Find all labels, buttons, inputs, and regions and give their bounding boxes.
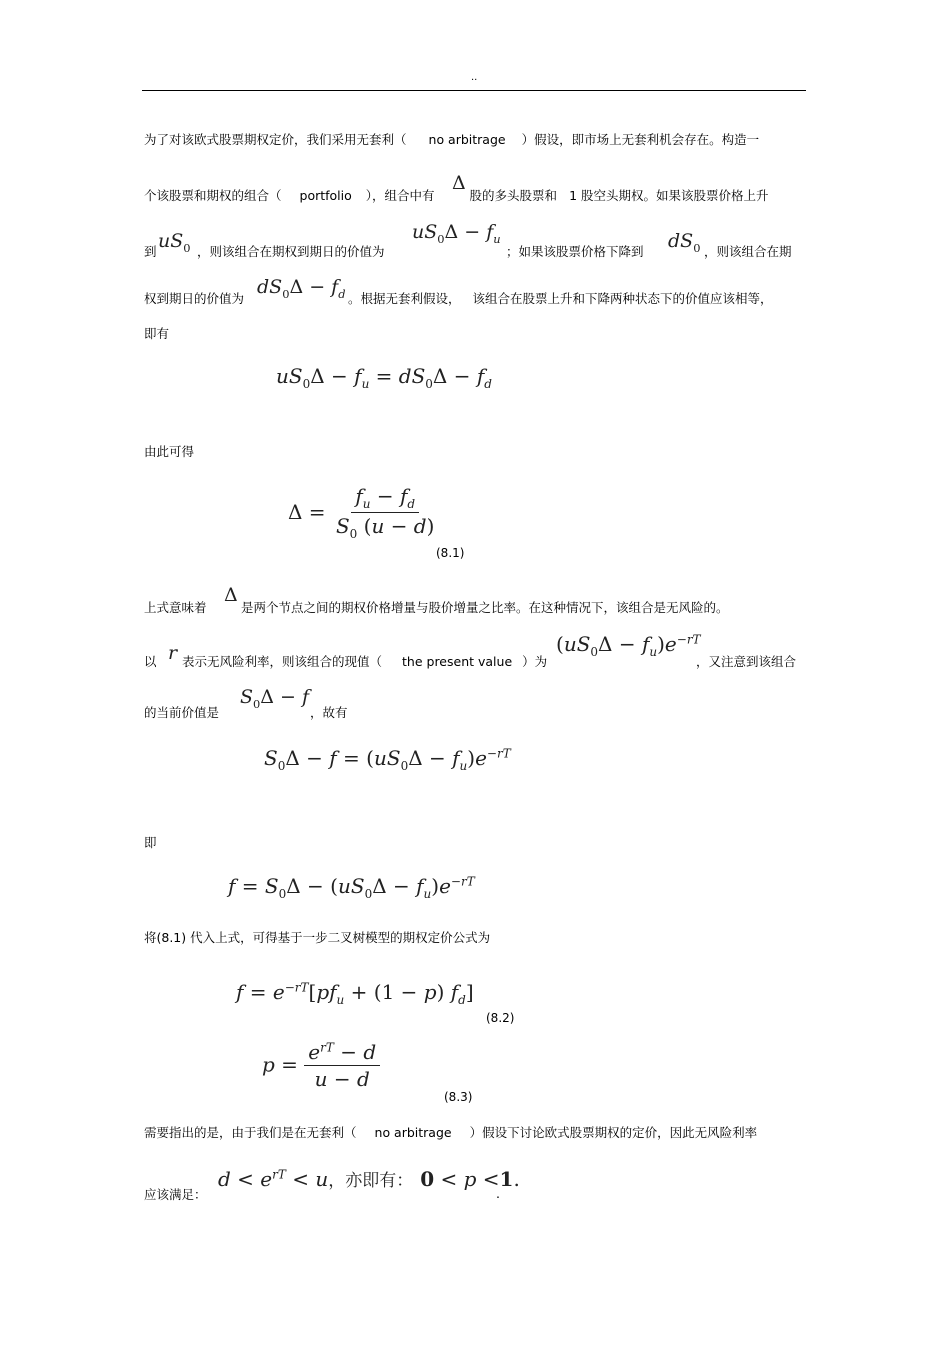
portfolio-text-d: 1 股空头期权。如果该股票价格上升 <box>569 188 769 203</box>
formula-down-value: $dS_0\Delta - f_d$ <box>257 276 346 301</box>
equation-equality: $uS_0\Delta - f_u = dS_0\Delta - f_d$ <box>276 364 492 391</box>
p9-text-a: 的当前价值是 <box>144 705 220 720</box>
equation-probability: p = $\frac{e^{rT} - d}{u - d}$ <box>262 1040 380 1092</box>
portfolio-text-b: ），组合中有 <box>365 188 435 203</box>
equation-delta: Δ = $\frac{f_u - f_d}{S_0 (u - d)}$ <box>288 484 435 541</box>
eq-label-8-2: (8.2) <box>486 1011 515 1025</box>
portfolio-en-term: portfolio <box>299 188 352 203</box>
delta-symbol-2: Δ <box>224 584 238 606</box>
paragraph-intro <box>144 130 759 148</box>
paragraph-conclusion: 需要指出的是，由于我们是在无套利（ no arbitrage ）假设下讨论欧式股票期权的定价，因此无风险利率 <box>144 1125 758 1140</box>
delta-symbol-1: Δ <box>452 172 466 194</box>
formula-dS0: $dS_0$ <box>668 230 701 255</box>
intro-text-a: 为了对该欧式股票期权定价，我们采用无套利（ <box>144 132 407 147</box>
condition-formula: $d < e^{rT} < u$，亦即有： 0 < p <1. <box>218 1167 520 1191</box>
intro-text-b: ）假设，即市场上无套利机会存在。构造一 <box>521 132 760 147</box>
p7-text-b: 是两个节点之间的期权价格增量与股价增量之比率。在这种情况下，该组合是无风险的。 <box>241 600 729 615</box>
p7-text-a: 上式意味着 <box>144 600 207 615</box>
p8-text-b: 表示无风险利率，则该组合的现值（ the present value ）为 <box>182 654 548 669</box>
p8-text-d: ，又注意到该组合 <box>696 654 797 669</box>
p13-text-a: 应该满足： <box>144 1187 207 1202</box>
p3-text-a: 到 <box>144 244 157 259</box>
intro-en-term: no arbitrage <box>428 132 506 147</box>
equation-f: $f = S_0\Delta - (uS_0\Delta - f_u)e^{-rT}$ <box>228 874 475 901</box>
header-rule <box>142 90 806 91</box>
p10-text: 即 <box>144 835 157 850</box>
eq-label-8-1: (8.1) <box>436 546 465 560</box>
formula-current-value: $S_0\Delta - f$ <box>240 686 310 711</box>
p5-text: 即有 <box>144 326 170 341</box>
formula-present-value: $(uS_0\Delta - f_u)e^{-rT}$ <box>556 632 701 659</box>
eq-label-8-3: (8.3) <box>444 1090 473 1104</box>
portfolio-text-c: 股的多头股票和 <box>469 188 558 203</box>
p4-text-b: 。根据无套利假设， 该组合在股票上升和下降两种状态下的价值应该相等， <box>348 291 773 306</box>
p8-text-a: 以 <box>144 654 157 669</box>
formula-up-value: $uS_0\Delta - f_u$ <box>412 221 501 246</box>
p3-text-d: ，则该组合在期 <box>704 244 792 259</box>
equation-value: $S_0\Delta - f = (uS_0\Delta - f_u)e^{-rT}$ <box>264 746 511 773</box>
p13-end: . <box>496 1186 500 1201</box>
symbol-r: r <box>168 642 178 664</box>
equation-pricing: $f = e^{-rT}[pf_u + (1 - p)$ $f_d$] <box>236 980 474 1007</box>
p3-text-c: ；如果该股票价格下降到 <box>506 244 644 259</box>
p9-text-b: ，故有 <box>310 705 348 720</box>
p3-text-b: ，则该组合在期权到期日的价值为 <box>197 244 385 259</box>
header-dots: .. <box>471 72 478 83</box>
p11-text: 将(8.1) 代入上式，可得基于一步二叉树模型的期权定价公式为 <box>144 930 491 945</box>
p6-text: 由此可得 <box>144 444 195 459</box>
portfolio-text-a: 个该股票和期权的组合（ <box>144 188 282 203</box>
paragraph-portfolio <box>144 186 769 204</box>
formula-uS0: $uS_0$ <box>158 230 191 255</box>
p4-text-a: 权到期日的价值为 <box>144 291 245 306</box>
